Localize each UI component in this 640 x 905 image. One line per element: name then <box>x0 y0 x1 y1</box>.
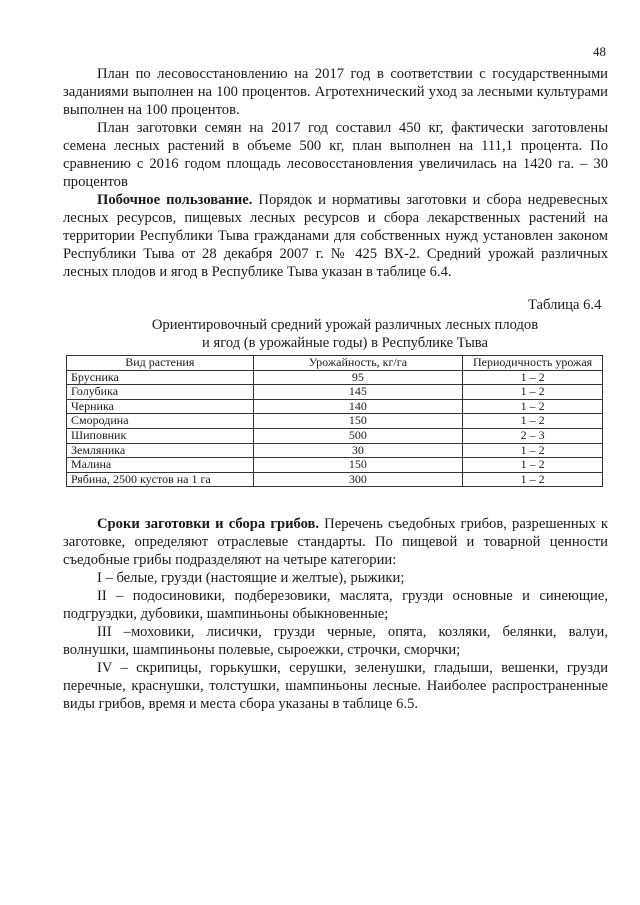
table-row <box>67 443 603 458</box>
cell-yield: 150 <box>253 414 463 429</box>
table-row <box>67 428 603 443</box>
cell-yield: 30 <box>253 443 463 458</box>
table-title: Ориентировочный средний урожай различных лесных плодов и ягод (в урожайные годы) в Республике Тыва <box>151 317 539 351</box>
cell-plant: Черника <box>67 399 254 414</box>
cell-periodicity: 2 – 3 <box>463 428 603 443</box>
paragraph-seed-harvest: План заготовки семян на 2017 год составил 450 кг, фактически заготовлены семена лесных растений в объеме 500 кг, план выполнен на 111,1 процента. По сравнению с 2016 годом площадь лесовосстановления увеличилась на 1420 га. – 30 процентов <box>63 120 608 190</box>
paragraph-side-use <box>63 191 608 281</box>
paragraph-mushroom-intro <box>63 515 608 569</box>
cell-periodicity: 1 – 2 <box>463 385 603 400</box>
intro-section <box>63 65 608 281</box>
mushroom-category-1: I – белые, грузди (настоящие и желтые), рыжики; <box>97 570 405 586</box>
mushroom-category-3: III –моховики, лисички, грузди черные, опята, козляки, белянки, валуи, волнушки, шампиньоны полевые, сыроежки, строчки, сморчки; <box>63 624 608 658</box>
cell-periodicity: 1 – 2 <box>463 370 603 385</box>
cell-yield: 500 <box>253 428 463 443</box>
mushroom-section <box>63 515 608 713</box>
cell-plant: Голубика <box>67 385 254 400</box>
mushroom-heading: Сроки заготовки и сбора грибов. <box>97 516 320 532</box>
cell-plant: Малина <box>67 458 254 473</box>
cell-plant: Шиповник <box>67 428 254 443</box>
mushroom-intro-text: Перечень съедобных грибов, разрешенных к заготовке, определяют отраслевые стандарты. По пищевой и товарной ценности съедобные грибы подразделяют на четыре категории: <box>63 516 608 568</box>
cell-plant: Смородина <box>67 414 254 429</box>
table-row <box>67 414 603 429</box>
cell-yield: 140 <box>253 399 463 414</box>
header-yield: Урожайность, кг/га <box>253 356 463 371</box>
table-label: Таблица 6.4 <box>528 297 602 313</box>
cell-periodicity: 1 – 2 <box>463 414 603 429</box>
cell-yield: 95 <box>253 370 463 385</box>
header-periodicity: Периодичность урожая <box>463 356 603 371</box>
table-row <box>67 458 603 473</box>
side-use-heading: Побочное пользование. <box>97 192 253 208</box>
cell-plant: Рябина, 2500 кустов на 1 га <box>67 472 254 487</box>
berry-yield-table <box>66 355 603 487</box>
header-plant-type: Вид растения <box>67 356 254 371</box>
paragraph-reforestation: План по лесовосстановлению на 2017 год в соответствии с государственными заданиями выполнен на 100 процентов. Агротехнический уход за лесными культурами выполнен на 100 процентов. <box>63 66 608 118</box>
cell-yield: 145 <box>253 385 463 400</box>
cell-plant: Земляника <box>67 443 254 458</box>
table-header-row <box>67 356 603 371</box>
cell-yield: 300 <box>253 472 463 487</box>
table-row <box>67 472 603 487</box>
cell-yield: 150 <box>253 458 463 473</box>
table-row <box>67 399 603 414</box>
cell-periodicity: 1 – 2 <box>463 472 603 487</box>
mushroom-category-4: IV – скрипицы, горькушки, серушки, зеленушки, гладыши, вешенки, грузди перечные, краснушки, толстушки, шампиньоны лесные. Наиболее распространенные виды грибов, время и места сбора указаны в таблице 6.5. <box>63 660 608 712</box>
page-number: 48 <box>593 44 606 59</box>
cell-periodicity: 1 – 2 <box>463 399 603 414</box>
mushroom-category-2: II – подосиновики, подберезовики, маслята, грузди основные и синеющие, подгруздки, дубовики, шампиньоны обыкновенные; <box>63 588 608 622</box>
cell-periodicity: 1 – 2 <box>463 443 603 458</box>
cell-plant: Брусника <box>67 370 254 385</box>
side-use-text: Порядок и нормативы заготовки и сбора недревесных лесных ресурсов, пищевых лесных ресурсов и сбора лекарственных растений на территории Республики Тыва гражданами для собственных нужд установлен законом Республики Тыва от 28 декабря 2007 г. № 425 ВХ-2. Средний урожай различных лесных плодов и ягод в Республике Тыва указан в таблице 6.4. <box>63 192 608 280</box>
cell-periodicity: 1 – 2 <box>463 458 603 473</box>
table-row <box>67 385 603 400</box>
table-row <box>67 370 603 385</box>
